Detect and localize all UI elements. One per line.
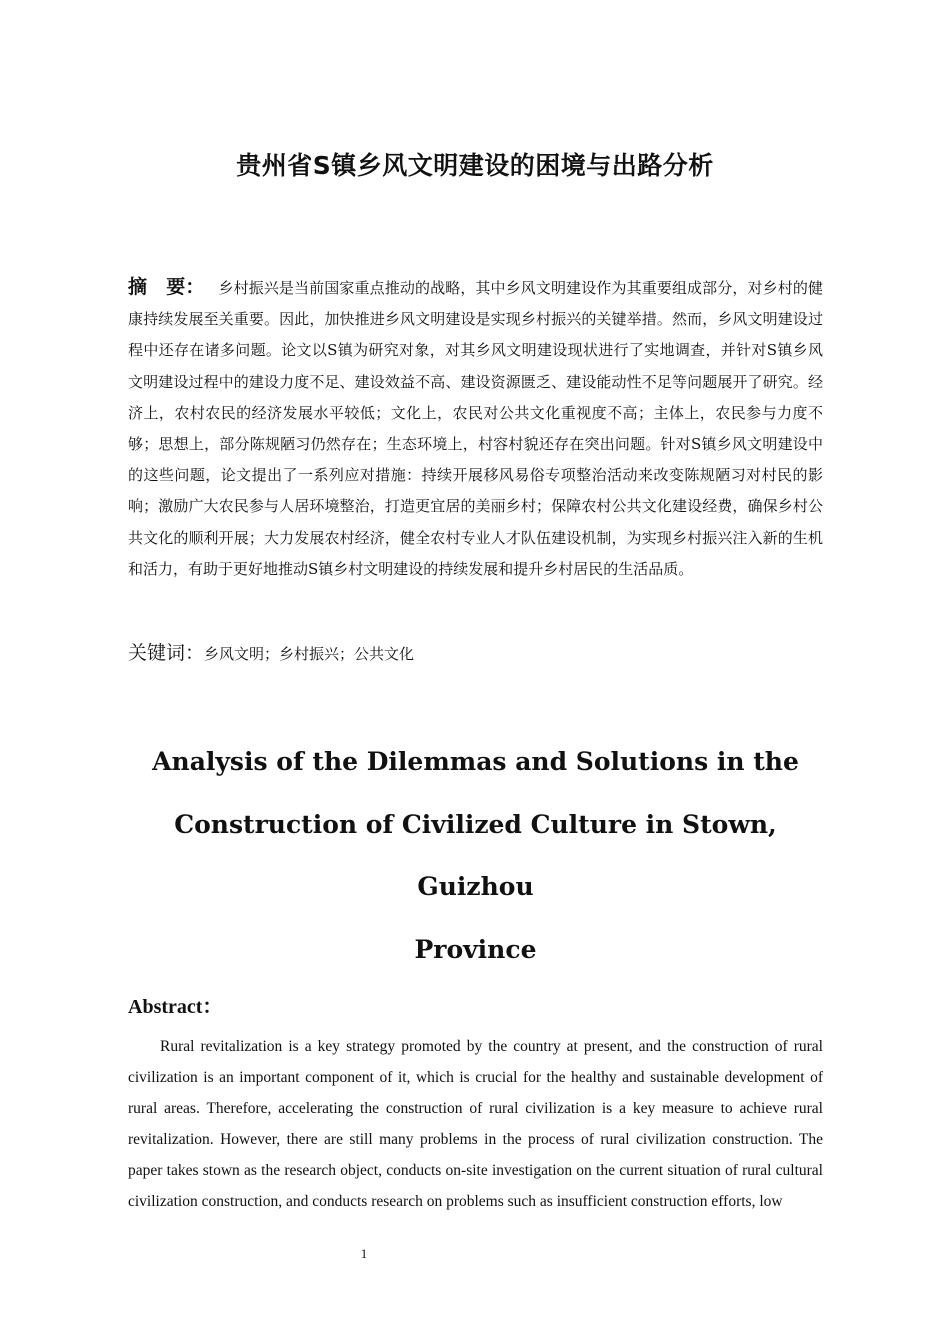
chinese-abstract-text: 乡村振兴是当前国家重点推动的战略，其中乡风文明建设作为其重要组成部分，对乡村的健康持续发展至关重要。因此，加快推进乡风文明建设是实现乡村振兴的关键举措。然而，乡风文明建设过程中还存在诸多问题。论文以S镇为研究对象，对其乡风文明建设现状进行了实地调查，并针对S镇乡风文明建设过程中的建设力度不足、建设效益不高、建设资源匮乏、建设能动性不足等问题展开了研究。经济上，农村农民的经济发展水平较低；文化上，农民对公共文化重视度不高；主体上，农民参与力度不够；思想上，部分陈规陋习仍然存在；生态环境上，村容村貌还存在突出问题。针对S镇乡风文明建设中的这些问题，论文提出了一系列应对措施：持续开展移风易俗专项整治活动来改变陈规陋习对村民的影响；激励广大农民参与人居环境整治，打造更宜居的美丽乡村；保障农村公共文化建设经费，确保乡村公共文化的顺利开展；大力发展农村经济，健全农村专业人才队伍建设机制，为实现乡村振兴注入新的生机和活力，有助于更好地推动S镇乡村文明建设的持续发展和提升乡村居民的生活品质。 — [128, 279, 823, 578]
chinese-abstract-label: 摘 要： — [128, 276, 205, 298]
english-abstract-text: Rural revitalization is a key strategy promoted by the country at present, and the construction of rural civilization is an important component of it, which is crucial for the healthy and sustainable development of rural areas. Therefore, accelerating the construction of rural civilization is a key measure to achieve rural revitalization. However, there are still many problems in the process of rural civilization construction. The paper takes stown as the research object, conducts on-site investigation on the current situation of rural cultural civilization construction, and conducts research on problems such as insufficient construction efforts, low — [128, 1038, 823, 1211]
english-title — [128, 731, 823, 981]
chinese-title: 贵州省S镇乡风文明建设的困境与出路分析 — [236, 151, 714, 180]
page-number: 1 — [360, 1246, 368, 1261]
english-abstract-label: Abstract： — [128, 996, 223, 1018]
english-title-line-2: Construction of Civilized Culture in Stown, Guizhou — [174, 809, 777, 901]
chinese-keywords-text: 乡风文明；乡村振兴；公共文化 — [204, 645, 415, 663]
english-title-line-1: Analysis of the Dilemmas and Solutions in the — [152, 747, 799, 776]
chinese-keywords — [128, 638, 823, 669]
chinese-keywords-label: 关键词： — [128, 642, 205, 664]
english-title-line-3: Province — [414, 934, 537, 964]
chinese-abstract — [128, 272, 823, 585]
